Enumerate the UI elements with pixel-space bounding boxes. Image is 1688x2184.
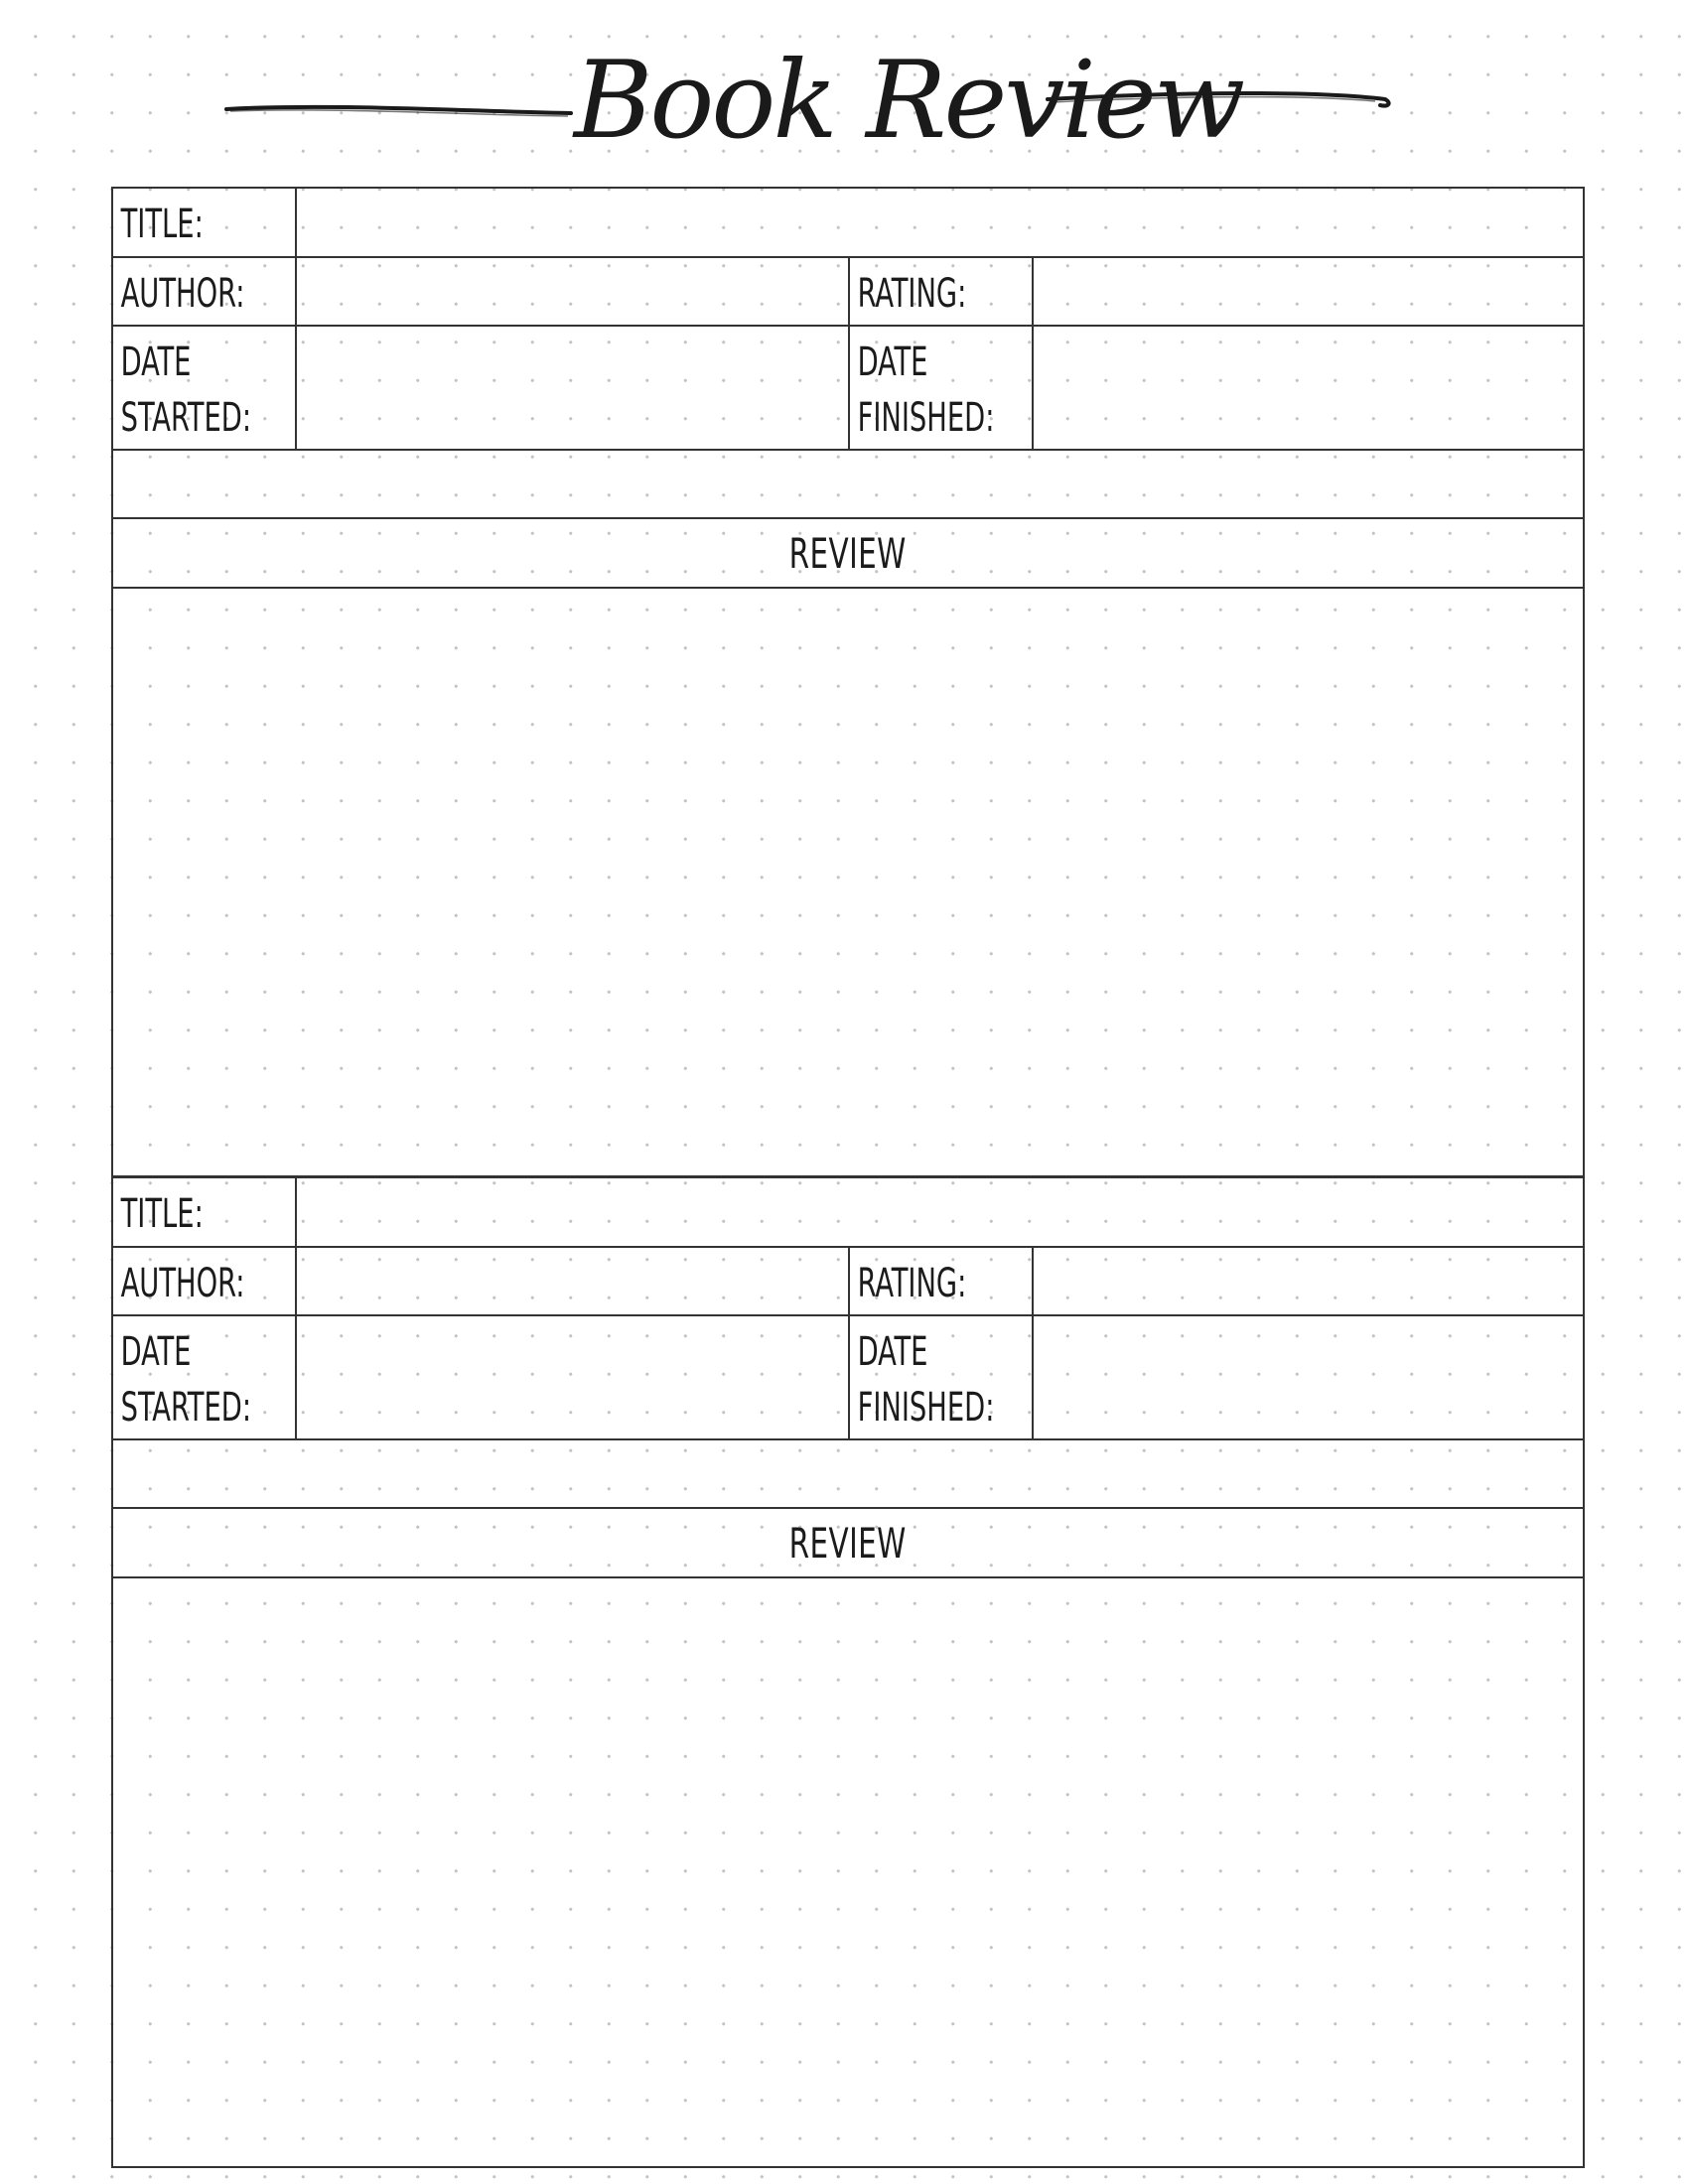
rating-field[interactable]: [1034, 1248, 1583, 1314]
review-heading: REVIEW: [788, 1518, 908, 1568]
review-heading-row: [113, 519, 1583, 589]
title-row: [113, 189, 1583, 258]
blank-row[interactable]: [113, 451, 1583, 519]
page-header: [0, 0, 1688, 169]
author-rating-row: [113, 258, 1583, 327]
date-finished-field[interactable]: [1034, 327, 1583, 449]
title-field[interactable]: [297, 1178, 1583, 1246]
rating-label: RATING:: [857, 1261, 967, 1306]
author-field[interactable]: [297, 258, 850, 325]
review-heading-row: [113, 1509, 1583, 1578]
dates-row: [113, 1316, 1583, 1440]
page-title: Book Review: [574, 39, 1243, 163]
date-finished-label-line-2: FINISHED:: [857, 395, 995, 441]
date-finished-field[interactable]: [1034, 1316, 1583, 1438]
rating-label: RATING:: [857, 271, 967, 317]
blank-row[interactable]: [113, 1440, 1583, 1509]
date-started-label-line-2: STARTED:: [120, 395, 252, 441]
title-label: TITLE:: [120, 1191, 204, 1237]
date-finished-label-line-2: FINISHED:: [857, 1385, 995, 1431]
title-field[interactable]: [297, 189, 1583, 256]
date-started-label-line-2: STARTED:: [120, 1385, 252, 1431]
date-finished-label-line-1: DATE: [857, 1329, 928, 1375]
author-field[interactable]: [297, 1248, 850, 1314]
date-started-label-line-1: DATE: [120, 1329, 192, 1375]
book-review-form-2: [111, 1176, 1585, 2168]
author-label: AUTHOR:: [120, 1261, 245, 1306]
title-row: [113, 1178, 1583, 1248]
author-rating-row: [113, 1248, 1583, 1316]
rating-field[interactable]: [1034, 258, 1583, 325]
date-finished-label-line-1: DATE: [857, 340, 928, 385]
dates-row: [113, 327, 1583, 451]
review-heading: REVIEW: [788, 528, 908, 578]
title-label: TITLE:: [120, 202, 204, 247]
date-started-label-line-1: DATE: [120, 340, 192, 385]
book-review-form-1: [111, 187, 1585, 1177]
author-label: AUTHOR:: [120, 271, 245, 317]
date-started-field[interactable]: [297, 327, 850, 449]
title-flourish: [0, 0, 1688, 169]
date-started-field[interactable]: [297, 1316, 850, 1438]
